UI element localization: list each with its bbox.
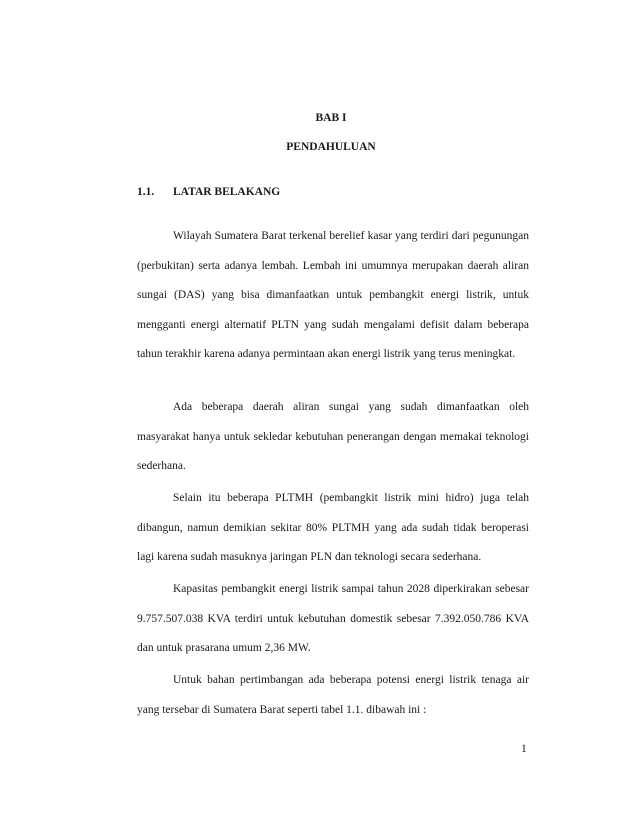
body-paragraph-5 [137,666,529,725]
body-paragraph-3 [137,484,529,573]
body-paragraph-2 [137,393,529,482]
section-number: 1.1. [137,186,155,198]
body-paragraph-4 [137,575,529,664]
paragraph: Untuk bahan pertimbangan ada beberapa potensi energi listrik tenaga air yang tersebar di Sumatera Barat seperti tabel 1.1. dibawah ini : [137,674,529,716]
paragraph: Kapasitas pembangkit energi listrik sampai tahun 2028 diperkirakan sebesar 9.757.507.038 KVA terdiri untuk kebutuhan domestik sebesar 7.392.050.786 KVA dan untuk prasarana umum 2,36 MW. [137,583,529,654]
paragraph: Wilayah Sumatera Barat terkenal berelief kasar yang terdiri dari pegunungan (perbukitan) serta adanya lembah. Lembah ini umumnya merupakan daerah aliran sungai (DAS) yang bisa dimanfaatkan untuk pembangkit energi listrik, untuk mengganti energi alternatif PLTN yang sudah mengalami defisit dalam beberapa tahun terakhir karena adanya permintaan akan energi listrik yang terus meningkat. [137,230,529,360]
section-title: LATAR BELAKANG [173,186,281,198]
paragraph: Ada beberapa daerah aliran sungai yang sudah dimanfaatkan oleh masyarakat hanya untuk sekledar kebutuhan penerangan dengan memakai teknologi sederhana. [137,401,529,472]
page-number: 1 [521,743,527,755]
chapter-title: PENDAHULUAN [286,141,376,153]
body-paragraph-1 [137,222,529,370]
section-heading [137,186,280,198]
paragraph: Selain itu beberapa PLTMH (pembangkit listrik mini hidro) juga telah dibangun, namun demikian sekitar 80% PLTMH yang ada sudah tidak beroperasi lagi karena sudah masuknya jaringan PLN dan teknologi secara sederhana. [137,492,529,563]
chapter-label: BAB I [315,112,347,124]
